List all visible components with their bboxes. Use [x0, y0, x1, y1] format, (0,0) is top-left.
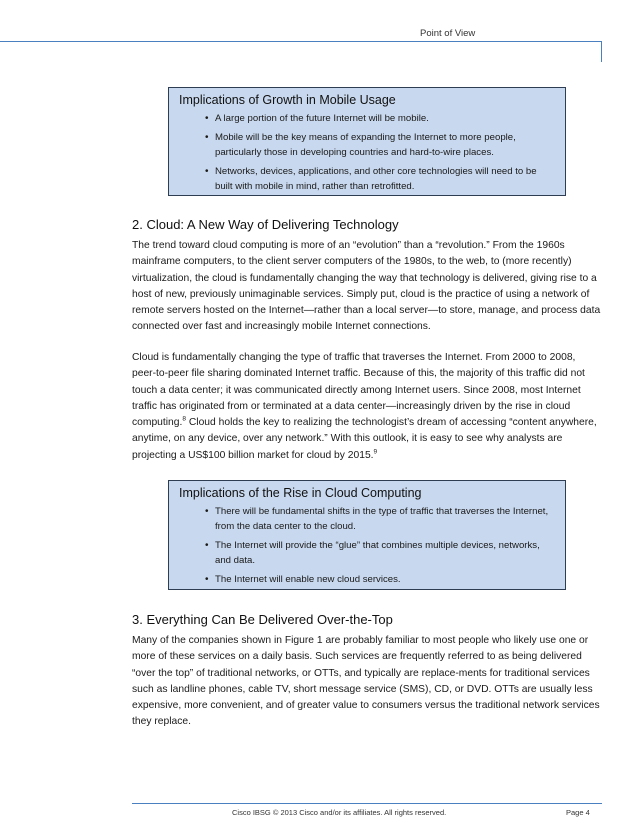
footer-rule: [132, 803, 602, 804]
footer-copyright: Cisco IBSG © 2013 Cisco and/or its affiliates. All rights reserved.: [232, 808, 447, 817]
list-item: • A large portion of the future Internet will be mobile.: [205, 111, 555, 126]
section-heading: 3. Everything Can Be Delivered Over-the-Top: [132, 612, 393, 627]
header-rule: [0, 41, 602, 62]
text-run: Cloud is fundamentally changing the type of traffic that traverses the Internet. From 2000 to 2008, peer-to-peer file sharing dominated Internet traffic. Because of this, the majority of this traffic did not touch a data center; it was communicated directly among Internet users. Since 2008, most Internet traffic has originated from or terminated at a data center—increasingly driven by the rise in cloud computing.: [132, 352, 585, 429]
callout-mobile-usage: [168, 87, 566, 196]
footnote-ref[interactable]: 8: [182, 415, 186, 423]
footnote-ref[interactable]: 9: [373, 448, 378, 456]
body-paragraph: The trend toward cloud computing is more of an “evolution” than a “revolution.” From the 1960s mainframe computers, to the client server computers of the 1980s, to the web, to (more recently) virtualization, the cloud is fundamentally changing the way that technology is delivered, giving rise to a host of new, previously unimaginable services. Simply put, cloud is the practice of using a network of remote servers hosted on the Internet—rather than a local server—to store, manage, and process data connected over fast and increasingly mobile Internet connections.: [132, 240, 601, 333]
callout-cloud-computing: [168, 480, 566, 590]
body-paragraph: Many of the companies shown in Figure 1 are probably familiar to most people who likely use one or more of these services on a daily basis. Such services are frequently referred to as being delivered “over the top” of traditional networks, or OTTs, and typically are replace-ments for traditional services such as landline phones, cable TV, short message service (SMS), CD, or DVD. OTTs are usually less expensive, more convenient, and of greater value to consumers versus the traditional network services they replace.: [132, 635, 600, 728]
list-item: • There will be fundamental shifts in the type of traffic that traverses the Internet, from the data center to the cloud.: [205, 504, 555, 534]
page-number: Page 4: [566, 808, 590, 817]
list-item: • Networks, devices, applications, and other core technologies will need to be built with mobile in mind, rather than retrofitted.: [205, 164, 555, 194]
list-item: • The Internet will enable new cloud services.: [205, 572, 555, 587]
list-item: • Mobile will be the key means of expanding the Internet to more people, particularly those in developing countries and hard-to-wire places.: [205, 130, 555, 160]
list-item: • The Internet will provide the “glue” that combines multiple devices, networks, and data.: [205, 538, 555, 568]
callout-title: Implications of the Rise in Cloud Computing: [179, 486, 422, 500]
text-run: Cloud holds the key to realizing the technologist’s dream of accessing “content anywhere, anytime, on any device, over any network.” With this outlook, it is easy to see why analysts are projecting a US$100 billion market for cloud by 2015.: [132, 417, 597, 461]
callout-list: [179, 111, 555, 194]
body-paragraph: [132, 350, 602, 464]
section-heading: 2. Cloud: A New Way of Delivering Technology: [132, 217, 399, 232]
callout-title: Implications of Growth in Mobile Usage: [179, 93, 396, 107]
running-header: Point of View: [420, 28, 476, 39]
callout-list: [179, 504, 555, 587]
